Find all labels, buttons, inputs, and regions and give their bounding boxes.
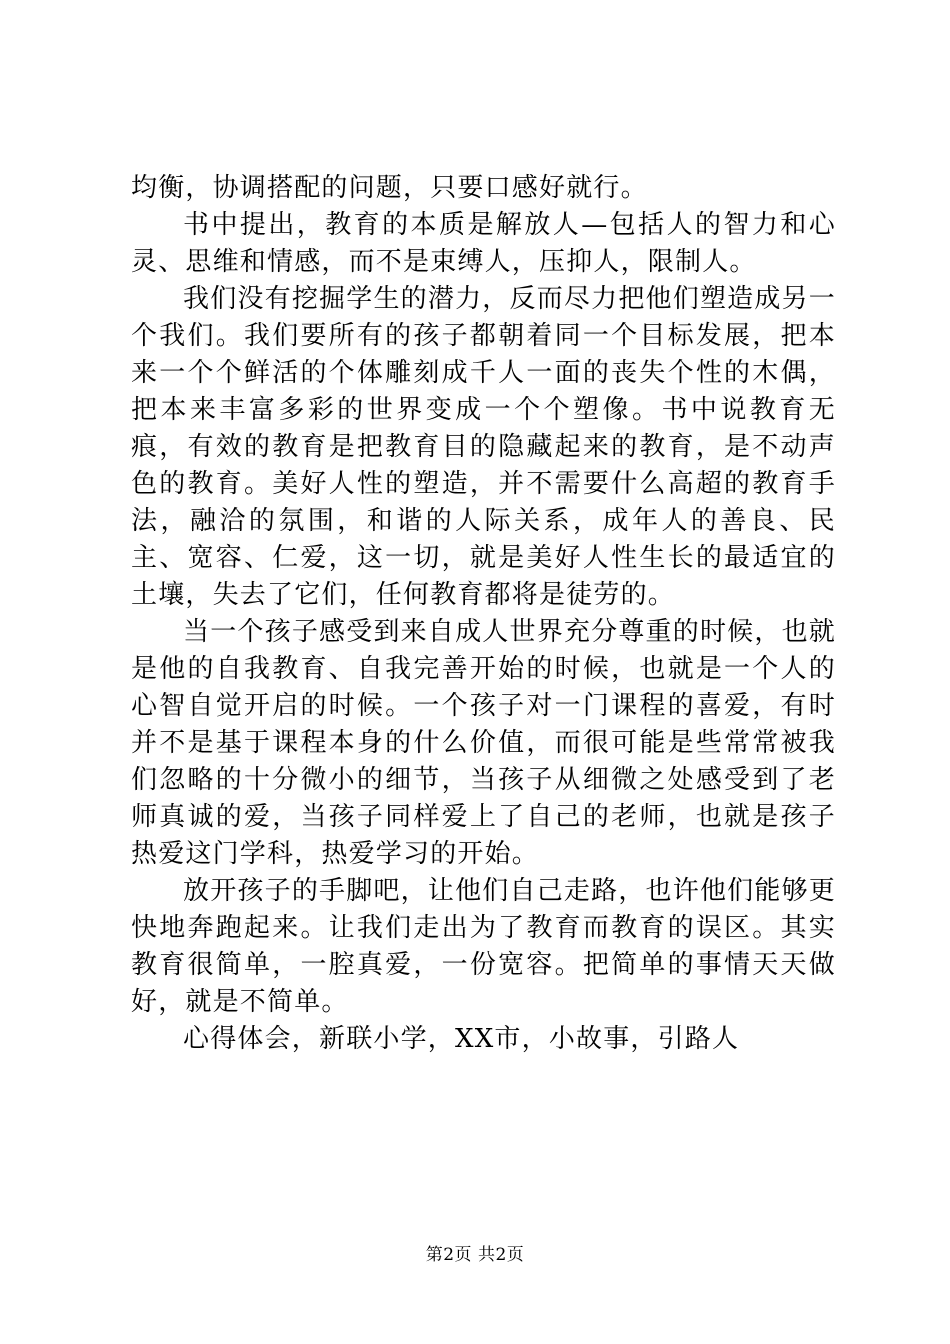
paragraph-3: 我们没有挖掘学生的潜力，反而尽力把他们塑造成另一个我们。我们要所有的孩子都朝着同一个目标发展，把本来一个个鲜活的个体雕刻成千人一面的丧失个性的木偶，把本来丰富多彩的世界变成一个个塑像。书中说教育无痕，有效的教育是把教育目的隐藏起来的教育，是不动声色的教育。美好人性的塑造，并不需要什么高超的教育手法，融洽的氛围，和谐的人际关系，成年人的善良、民主、宽容、仁爱，这一切，就是美好人性生长的最适宜的土壤，失去了它们，任何教育都将是徒劳的。 [131,284,836,610]
paragraph-4: 当一个孩子感受到来自成人世界充分尊重的时候，也就是他的自我教育、自我完善开始的时候，也就是一个人的心智自觉开启的时候。一个孩子对一门课程的喜爱，有时并不是基于课程本身的什么价值，而很可能是些常常被我们忽略的十分微小的细节，当孩子从细微之处感受到了老师真诚的爱，当孩子同样爱上了自己的老师，也就是孩子热爱这门学科，热爱学习的开始。 [131,617,836,869]
paragraph-5: 放开孩子的手脚吧，让他们自己走路，也许他们能够更快地奔跑起来。让我们走出为了教育而教育的误区。其实教育很简单，一腔真爱，一份宽容。把简单的事情天天做好，就是不简单。 [131,876,836,1017]
keywords-line: 心得体会，新联小学，XX市，小故事，引路人 [183,1024,740,1054]
document-body [131,170,836,1058]
paragraph-2: 书中提出，教育的本质是解放人—包括人的智力和心灵、思维和情感，而不是束缚人，压抑人，限制人。 [131,210,836,277]
page-number-footer: 第2页 共2页 [425,1245,525,1265]
paragraph-1: 均衡，协调搭配的问题，只要口感好就行。 [131,173,648,203]
